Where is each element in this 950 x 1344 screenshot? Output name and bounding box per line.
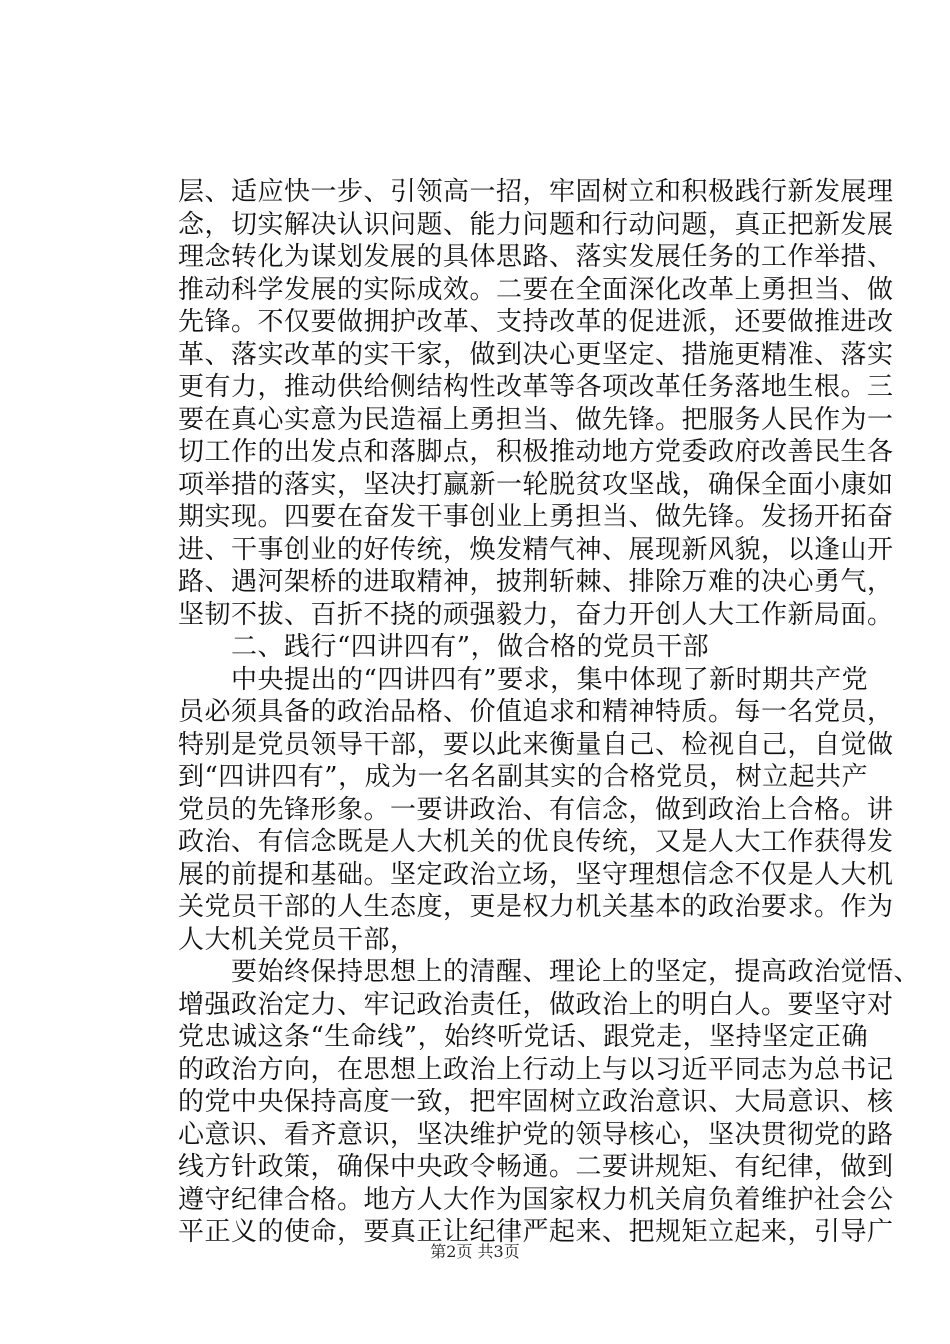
body-text bbox=[178, 176, 921, 1249]
text-line: 员必须具备的政治品格、价值追求和精神特质。每一名党员， bbox=[178, 697, 894, 727]
text-line: 的党中央保持高度一致，把牢固树立政治意识、大局意识、核 bbox=[178, 1087, 894, 1117]
text-line: 进、干事创业的好传统，焕发精气神、展现新风貌，以逢山开 bbox=[178, 534, 894, 565]
text-line: 到“四讲四有”，成为一名名副其实的合格党员，树立起共产 bbox=[178, 762, 869, 792]
text-line: 线方针政策，确保中央政令畅通。二要讲规矩、有纪律，做到 bbox=[178, 1152, 894, 1182]
text-line: 期实现。四要在奋发干事创业上勇担当、做先锋。发扬开拓奋 bbox=[178, 502, 894, 532]
text-line: 层、适应快一步、引领高一招，牢固树立和积极践行新发展理 bbox=[178, 177, 894, 207]
text-line: 展的前提和基础。坚定政治立场，坚守理想信念不仅是人大机 bbox=[178, 859, 894, 890]
text-line: 坚韧不拔、百折不挠的顽强毅力，奋力开创人大工作新局面。 bbox=[178, 599, 894, 630]
text-line: 念，切实解决认识问题、能力问题和行动问题，真正把新发展 bbox=[178, 209, 894, 240]
text-line: 推动科学发展的实际成效。二要在全面深化改革上勇担当、做 bbox=[178, 274, 894, 305]
text-line: 中央提出的“四讲四有”要求，集中体现了新时期共产党 bbox=[178, 664, 869, 695]
text-line: 路、遇河架桥的进取精神，披荆斩棘、排除万难的决心勇气， bbox=[178, 567, 894, 597]
text-line: 平正义的使命，要真正让纪律严起来、把规矩立起来，引导广 bbox=[178, 1217, 894, 1247]
text-line: 项举措的落实，坚决打赢新一轮脱贫攻坚战，确保全面小康如 bbox=[178, 469, 894, 500]
text-line: 关党员干部的人生态度，更是权力机关基本的政治要求。作为 bbox=[178, 892, 894, 922]
text-line: 理念转化为谋划发展的具体思路、落实发展任务的工作举措、 bbox=[178, 242, 894, 272]
text-line: 党员的先锋形象。一要讲政治、有信念，做到政治上合格。讲 bbox=[178, 794, 894, 825]
text-line: 遵守纪律合格。地方人大作为国家权力机关肩负着维护社会公 bbox=[178, 1184, 894, 1215]
text-line: 切工作的出发点和落脚点，积极推动地方党委政府改善民生各 bbox=[178, 437, 894, 467]
text-line: 更有力，推动供给侧结构性改革等各项改革任务落地生根。三 bbox=[178, 372, 894, 402]
text-line: 革、落实改革的实干家，做到决心更坚定、措施更精准、落实 bbox=[178, 339, 894, 370]
text-line: 人大机关党员干部， bbox=[178, 924, 417, 955]
text-line: 先锋。不仅要做拥护改革、支持改革的促进派，还要做推进改 bbox=[178, 307, 894, 337]
text-line: 要始终保持思想上的清醒、理论上的坚定，提高政治觉悟、 bbox=[178, 957, 921, 987]
text-line: 要在真心实意为民造福上勇担当、做先锋。把服务人民作为一 bbox=[178, 404, 894, 435]
text-line: 党忠诚这条“生命线”，始终听党话、跟党走，坚持坚定正确 bbox=[178, 1022, 869, 1052]
section-heading: 二、践行“四讲四有”，做合格的党员干部 bbox=[178, 632, 710, 662]
text-line: 的政治方向，在思想上政治上行动上与以习近平同志为总书记 bbox=[178, 1054, 894, 1085]
text-line: 增强政治定力、牢记政治责任，做政治上的明白人。要坚守对 bbox=[178, 989, 894, 1020]
text-line: 心意识、看齐意识，坚决维护党的领导核心，坚决贯彻党的路 bbox=[178, 1119, 894, 1150]
text-line: 政治、有信念既是人大机关的优良传统，又是人大工作获得发 bbox=[178, 827, 894, 857]
page-footer: 第2页 共3页 bbox=[430, 1242, 520, 1261]
text-line: 特别是党员领导干部，要以此来衡量自己、检视自己，自觉做 bbox=[178, 729, 894, 760]
